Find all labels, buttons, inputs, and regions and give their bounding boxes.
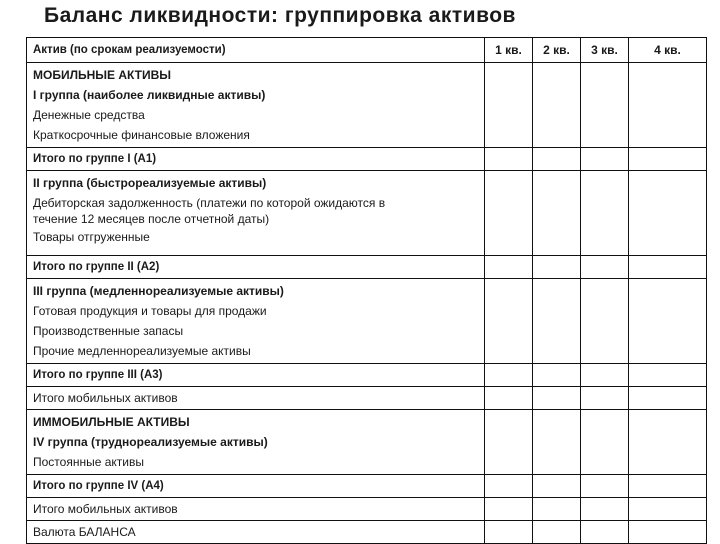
q1-cell[interactable] (485, 63, 533, 148)
section-mobile-label: МОБИЛЬНЫЕ АКТИВЫ (33, 68, 172, 82)
q3-cell[interactable] (581, 364, 629, 387)
q3-cell[interactable] (581, 498, 629, 521)
group3-label: III группа (медленнореализуемые активы) (33, 284, 284, 298)
section-immobile-label: ИММОБИЛЬНЫЕ АКТИВЫ (33, 415, 190, 429)
header-q2: 2 кв. (533, 38, 581, 63)
q2-cell[interactable] (533, 410, 581, 475)
other-slow-assets-label: Прочие медленнореализуемые активы (33, 344, 251, 358)
page-title: Баланс ликвидности: группировка активов (44, 4, 516, 27)
table-row (27, 498, 707, 521)
q4-cell[interactable] (629, 410, 707, 475)
q3-cell[interactable] (581, 279, 629, 364)
group1-total-label: Итого по группе I (А1) (27, 148, 485, 171)
group1-label: I группа (наиболее ликвидные активы) (33, 88, 266, 102)
q3-cell[interactable] (581, 410, 629, 475)
q1-cell[interactable] (485, 148, 533, 171)
q2-cell[interactable] (533, 148, 581, 171)
q3-cell[interactable] (581, 63, 629, 148)
q4-cell[interactable] (629, 364, 707, 387)
goods-shipped-label: Товары отгруженные (33, 230, 150, 244)
receivables-label-line2: течение 12 месяцев после отчетной даты) (33, 212, 270, 226)
q4-cell[interactable] (629, 387, 707, 410)
table-header-row (27, 38, 707, 63)
short-term-investments-label: Краткосрочные финансовые вложения (33, 128, 250, 142)
table-row (27, 475, 707, 498)
liquidity-balance-table (26, 37, 707, 544)
q4-cell[interactable] (629, 475, 707, 498)
group2-label: II группа (быстрореализуемые активы) (33, 176, 267, 190)
group4-block (27, 410, 485, 475)
table-row (27, 387, 707, 410)
mobile-assets-total-label-2: Итого мобильных активов (27, 498, 485, 521)
q3-cell[interactable] (581, 521, 629, 544)
q1-cell[interactable] (485, 279, 533, 364)
q1-cell[interactable] (485, 387, 533, 410)
q1-cell[interactable] (485, 475, 533, 498)
mobile-assets-total-label: Итого мобильных активов (27, 387, 485, 410)
q2-cell[interactable] (533, 387, 581, 410)
q4-cell[interactable] (629, 148, 707, 171)
table-row (27, 148, 707, 171)
q2-cell[interactable] (533, 63, 581, 148)
q1-cell[interactable] (485, 498, 533, 521)
table-row (27, 410, 707, 475)
header-q4: 4 кв. (629, 38, 707, 63)
group4-label: IV группа (труднореализуемые активы) (33, 435, 268, 449)
q1-cell[interactable] (485, 521, 533, 544)
q1-cell[interactable] (485, 171, 533, 256)
header-asset: Актив (по срокам реализуемости) (27, 38, 485, 63)
q3-cell[interactable] (581, 256, 629, 279)
q2-cell[interactable] (533, 475, 581, 498)
fixed-assets-label: Постоянные активы (33, 455, 144, 469)
header-q1: 1 кв. (485, 38, 533, 63)
table-row (27, 171, 707, 256)
group2-total-label: Итого по группе II (А2) (27, 256, 485, 279)
q4-cell[interactable] (629, 63, 707, 148)
table-row (27, 279, 707, 364)
q4-cell[interactable] (629, 256, 707, 279)
q2-cell[interactable] (533, 364, 581, 387)
group4-total-label: Итого по группе IV (А4) (27, 475, 485, 498)
q3-cell[interactable] (581, 387, 629, 410)
q2-cell[interactable] (533, 521, 581, 544)
q1-cell[interactable] (485, 364, 533, 387)
q4-cell[interactable] (629, 498, 707, 521)
table-row (27, 364, 707, 387)
q3-cell[interactable] (581, 475, 629, 498)
q2-cell[interactable] (533, 279, 581, 364)
q1-cell[interactable] (485, 256, 533, 279)
q4-cell[interactable] (629, 521, 707, 544)
finished-goods-label: Готовая продукция и товары для продажи (33, 304, 267, 318)
table-row (27, 63, 707, 148)
q4-cell[interactable] (629, 171, 707, 256)
table-row (27, 256, 707, 279)
header-q3: 3 кв. (581, 38, 629, 63)
group1-block (27, 63, 485, 148)
group2-block (27, 171, 485, 256)
q1-cell[interactable] (485, 410, 533, 475)
balance-total-label: Валюта БАЛАНСА (27, 521, 485, 544)
table-row (27, 521, 707, 544)
inventories-label: Производственные запасы (33, 324, 184, 338)
q2-cell[interactable] (533, 498, 581, 521)
q2-cell[interactable] (533, 171, 581, 256)
group3-total-label: Итого по группе III (А3) (27, 364, 485, 387)
group3-block (27, 279, 485, 364)
q3-cell[interactable] (581, 148, 629, 171)
receivables-label-line1: Дебиторская задолженность (платежи по которой ожидаются в (33, 196, 386, 210)
q4-cell[interactable] (629, 279, 707, 364)
q3-cell[interactable] (581, 171, 629, 256)
cash-label: Денежные средства (33, 108, 145, 122)
q2-cell[interactable] (533, 256, 581, 279)
